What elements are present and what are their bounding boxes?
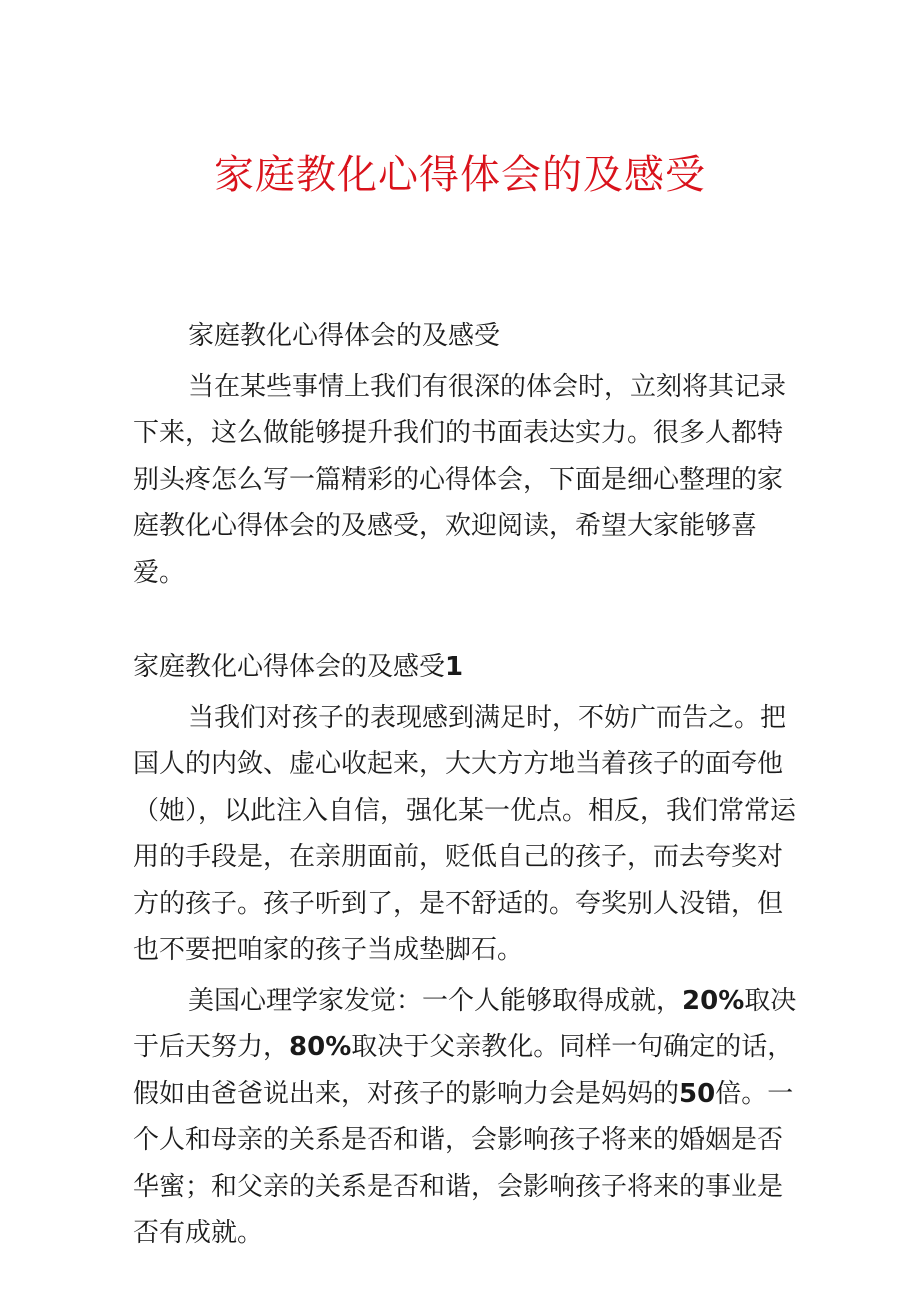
section-paragraph-2	[133, 978, 797, 1257]
intro-paragraph: 当在某些事情上我们有很深的体会时，立刻将其记录下来，这么做能够提升我们的书面表达实力。很多人都特别头疼怎么写一篇精彩的心得体会，下面是细心整理的家庭教化心得体会的及感受，欢迎阅读，希望大家能够喜爱。	[133, 371, 787, 588]
paragraph-2-part-3: 取决于父亲教化。同样一句确定的话，假如由爸爸说出来，对孩子的影响力会是妈妈的	[133, 1032, 794, 1109]
percentage-20: 20%	[682, 985, 745, 1016]
percentage-80: 80%	[289, 1032, 352, 1062]
times-50: 50	[679, 1078, 716, 1109]
section-heading-text: 家庭教化心得体会的及感受	[133, 652, 446, 682]
document-title: 家庭教化心得体会的及感受	[214, 152, 706, 198]
section-paragraph-1: 当我们对孩子的表现感到满足时，不妨广而告之。把国人的内敛、虚心收起来，大大方方地当着孩子的面夸他（她），以此注入自信，强化某一优点。相反，我们常常运用的手段是，在亲朋面前，贬低自己的孩子，而去夸奖对方的孩子。孩子听到了，是不舒适的。夸奖别人没错，但也不要把咱家的孩子当成垫脚石。	[133, 702, 797, 965]
section-heading	[133, 644, 797, 691]
paragraph-2-part-1: 美国心理学家发觉：一个人能够取得成就，	[188, 985, 683, 1016]
paragraph-2-part-4: 倍。一个人和母亲的关系是否和谐，会影响孩子将来的婚姻是否华蜜；和父亲的关系是否和谐，会影响孩子将来的事业是否有成就。	[133, 1078, 794, 1248]
document-body	[133, 313, 797, 1257]
document-subtitle: 家庭教化心得体会的及感受	[188, 321, 501, 351]
section-heading-number: 1	[445, 652, 464, 682]
paragraph-2-part-2: 取决于后天努力，	[133, 985, 797, 1062]
